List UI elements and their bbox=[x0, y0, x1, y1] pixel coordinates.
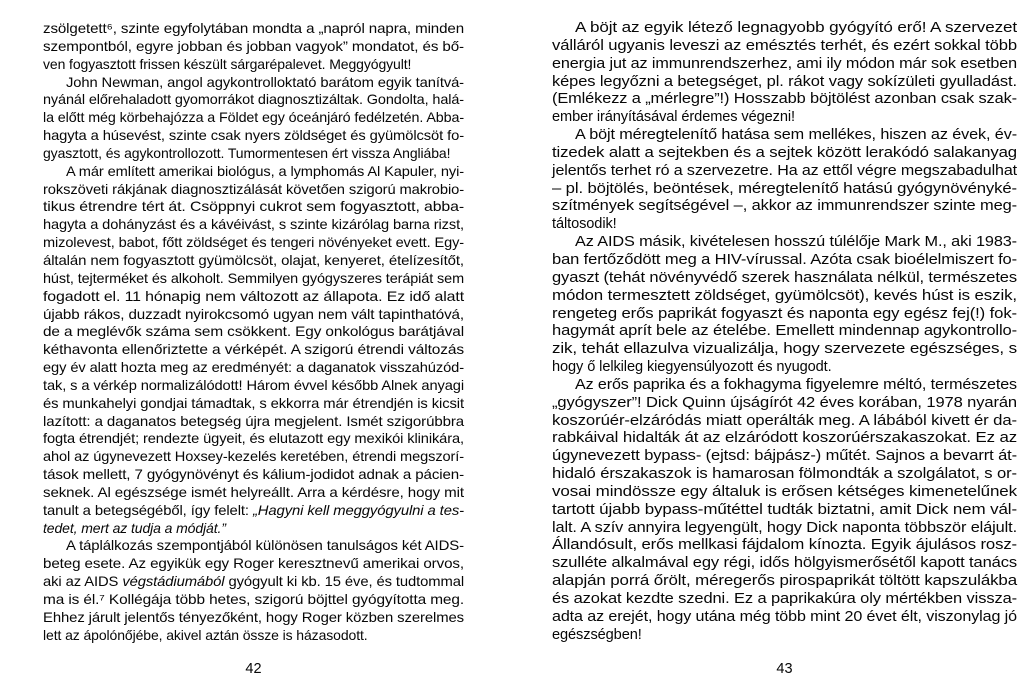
text-line: jelentős terhet ró a szervezetre. Ha az ettől végre megszabadulhat bbox=[552, 162, 1017, 179]
text-line: gyasztott, és agykontrollozott. Tumormentesen ért vissza Angliába! bbox=[43, 144, 451, 161]
text-line: általán nem fogyasztott gyümölcsöt, olajat, kenyeret, ételízesítőt, bbox=[43, 251, 464, 268]
text-line: la előtt még körbehajózza a Földet egy óceánjáró fedélzetén. Abba- bbox=[43, 109, 464, 126]
text-line: szempontból, egyre jobban és jobban vagyok” mondatot, és bő- bbox=[43, 37, 464, 54]
text-line: húst, tejterméket és alkoholt. Semmilyen gyógyszeres terápiát sem bbox=[43, 269, 464, 286]
text-line: tások mellett, 7 gyógynövényt és kálium-jodidot adnak a pácien- bbox=[43, 466, 464, 483]
text-line: Állandósult, erős mellkasi fájdalom kínozta. Egyik ájulásos rosz- bbox=[552, 537, 1017, 554]
text-line: aki az AIDS végstádiumából gyógyult ki kb. 15 éve, és tudtommal bbox=[43, 573, 464, 590]
text-line: lett az ápolónőjébe, akivel aztán össze is házasodott. bbox=[43, 626, 368, 643]
text-line: tak, s a vérkép normalizálódott! Három évvel később Alnek anyagi bbox=[43, 376, 464, 393]
text-line: beteg esete. Az egyikük egy Roger keresztnevű amerikai orvos, bbox=[43, 555, 464, 572]
text-line: ahol az úgynevezett Hoxsey-kezelés keretében, étrendi megszorí- bbox=[43, 448, 464, 465]
text-line: úgynevezett bypass- (ejtsd: bájpász-) műtét. Sajnos a bevarrt át- bbox=[552, 448, 1017, 465]
text-line: ban fertőződött meg a HIV-vírussal. Azóta csak bioélelmiszert fo- bbox=[552, 251, 1017, 268]
page-right bbox=[552, 20, 1017, 677]
page-right-text bbox=[552, 20, 1017, 645]
text-line: Az erős paprika és a fokhagyma figyelemre méltó, természetes bbox=[575, 376, 1017, 393]
text-line: és azokat kezdte szedni. Ez a paprikakúra oly mértékben vissza- bbox=[552, 591, 1017, 607]
text-line: (Emlékezz a „mérlegre”!) Hosszabb böjtölést azonban csak szak- bbox=[552, 91, 1017, 108]
text-line: tartott újabb bypass-műtéttel tudták biztatni, amit Dick nem vál- bbox=[552, 501, 1017, 518]
text-line: A már említett amerikai biológus, a lymphomás Al Kapuler, nyi- bbox=[66, 162, 464, 179]
text-line: Ehhez járult jelentős tényezőként, hogy Roger közben szerelmes bbox=[43, 608, 464, 625]
text-line: táltosodik! bbox=[552, 216, 617, 233]
text-line: John Newman, angol agykontrolloktató barátom egyik tanítvá- bbox=[66, 73, 465, 90]
text-line: gyaszt (tehát növényvédő szerek használata nélkül, természetes bbox=[552, 269, 1017, 286]
paragraph bbox=[43, 20, 464, 74]
text-line: lazított: a daganatos betegség újra megjelent. Ismét szigorúbbra bbox=[43, 412, 465, 429]
text-line: hagyta a dohányzást és a kávéivást, s szinte kizárólag barna rizst, bbox=[43, 216, 464, 233]
text-line: szulléte alkalmával egy régi, idős hölgyismerősétől kapott tanács bbox=[552, 555, 1017, 572]
text-line: vosai mindössze egy általuk is erősen kétséges kimenetelűnek bbox=[552, 483, 1017, 500]
text-line: energia jut az immunrendszerhez, ami ily módon már sok esetben bbox=[552, 55, 1017, 72]
text-line: hagyta a húsevést, szinte csak nyers zöldséget és gyümölcsöt fo- bbox=[43, 127, 464, 144]
text-line: szítmények segítségével –, akkor az immunrendszer szinte meg- bbox=[552, 198, 1017, 215]
paragraph bbox=[552, 127, 1017, 234]
text-line: válláról ugyanis leveszi az emésztés terhét, és ezért sokkal több bbox=[552, 37, 1017, 54]
text-line: seknek. Al egészsége ismét helyreállt. Arra a kérdésre, hogy mit bbox=[43, 483, 464, 500]
text-line: zsölgetett⁶, szinte egyfolytában mondta a „napról napra, minden bbox=[43, 20, 464, 36]
paragraph bbox=[43, 74, 464, 163]
page-right-number: 43 bbox=[776, 661, 793, 677]
text-line: egészségben! bbox=[552, 626, 642, 643]
text-line: nyánál előrehaladott gyomorrákot diagnosztizáltak. Gondolta, halá- bbox=[43, 91, 464, 108]
text-line: egy év alatt hozta meg az eredményét: a daganatok visszahúzód- bbox=[43, 359, 464, 376]
text-line: tikus étrendre tért át. Csöppnyi cukrot sem fogyasztott, abba- bbox=[43, 198, 464, 215]
text-line: ember irányításával érdemes végezni! bbox=[552, 109, 795, 126]
paragraph bbox=[552, 234, 1017, 377]
text-line: ma is él.⁷ Kollégája több hetes, szigorú böjttel gyógyította meg. bbox=[43, 591, 464, 607]
text-line: kéthavonta ellenőriztette a vérképét. A szigorú étrendi változás bbox=[43, 341, 464, 358]
text-line: rengeteg erős paprikát fogyaszt és naponta egy egész fej(!) fok- bbox=[552, 305, 1017, 322]
paragraph bbox=[552, 20, 1017, 127]
text-line: Az AIDS másik, kivételesen hosszú túlélője Mark M., aki 1983- bbox=[575, 234, 1017, 251]
text-line: képes legyőzni a betegséget, pl. rákot vagy sokízületi gyulladást. bbox=[552, 73, 1017, 90]
text-line: újabb rákos, duzzadt nyirokcsomó ugyan nem vált tapinthatóvá, bbox=[43, 305, 464, 322]
text-line: koszorúér-elzáródás miatt operálták meg. A lábából kivett ér da- bbox=[552, 412, 1017, 429]
text-line: fogadott el. 11 hónapig nem változott az állapota. Ez idő alatt bbox=[43, 287, 464, 304]
text-line: alapján porrá őrölt, méregerős pirospaprikát töltött kapszulákba bbox=[552, 573, 1017, 590]
text-line: A böjt az egyik létező legnagyobb gyógyító erő! A szervezet bbox=[575, 20, 1017, 36]
paragraph bbox=[43, 537, 464, 644]
text-line: tanult a betegségéből, így felelt: „Hagyni kell meggyógyulni a tes- bbox=[43, 501, 464, 518]
text-line: „gyógyszer”! Dick Quinn újságírót 42 éves korában, 1978 nyarán bbox=[552, 394, 1017, 411]
paragraph bbox=[43, 163, 464, 538]
text-line: rabkáival hidalták át az elzáródott koszorúérszakaszokat. Ez az bbox=[552, 430, 1017, 447]
text-line: és munkahelyi gondjai támadtak, s ekkorra már étrendjén is kicsit bbox=[43, 394, 464, 411]
page-left bbox=[43, 20, 465, 677]
text-line: ven fogyasztott frissen készült sárgarépalevet. Meggyógyult! bbox=[43, 55, 412, 72]
text-line: – pl. böjtölés, beöntések, méregtelenítő hatású gyógynövényké- bbox=[552, 180, 1017, 197]
paragraph bbox=[552, 377, 1017, 645]
text-line: A táplálkozás szempontjából különösen tanulságos két AIDS- bbox=[66, 537, 464, 554]
text-line: A böjt méregtelenítő hatása sem mellékes, hiszen az évek, év- bbox=[575, 127, 1017, 144]
text-line: tedet, mert az tudja a módját.” bbox=[43, 519, 226, 536]
page-left-text bbox=[43, 20, 464, 645]
text-line: módon termesztett zöldséget, gyümölcsöt), kevés húst is eszik, bbox=[552, 287, 1017, 304]
page-left-number: 42 bbox=[245, 661, 262, 677]
text-line: tizedek alatt a sejtekben és a sejtek között lerakódó salakanyag bbox=[552, 144, 1017, 161]
text-line: hidaló érszakaszok is hamarosan fölmondták a szolgálatot, s or- bbox=[552, 466, 1017, 483]
text-line: fogta étrendjét; rendezte ügyeit, és elutazott egy mexikói klinikára, bbox=[43, 430, 464, 447]
text-line: adta az erejét, hogy utána még több mint 20 évet élt, viszonylag jó bbox=[552, 608, 1017, 625]
text-line: de a meglévők száma sem csökkent. Egy onkológus barátjával bbox=[43, 323, 465, 340]
text-line: mizolevest, babot, főtt zöldséget és tengeri növényeket evett. Egy- bbox=[43, 234, 464, 251]
text-line: hogy ő lelkileg kiegyensúlyozott és nyugodt. bbox=[552, 359, 832, 376]
text-line: lalt. A szív annyira legyengült, hogy Dick naponta többször elájult. bbox=[552, 519, 1017, 536]
text-line: hagymát aprít bele az ételébe. Emellett mindennap agykontrollo- bbox=[552, 323, 1017, 340]
text-line: zik, tehát ellazulva vizualizálja, hogy szervezete egészséges, s bbox=[552, 341, 1017, 358]
text-line: rokszöveti rákjának diagnosztizálását követően szigorú makrobio- bbox=[43, 180, 465, 197]
